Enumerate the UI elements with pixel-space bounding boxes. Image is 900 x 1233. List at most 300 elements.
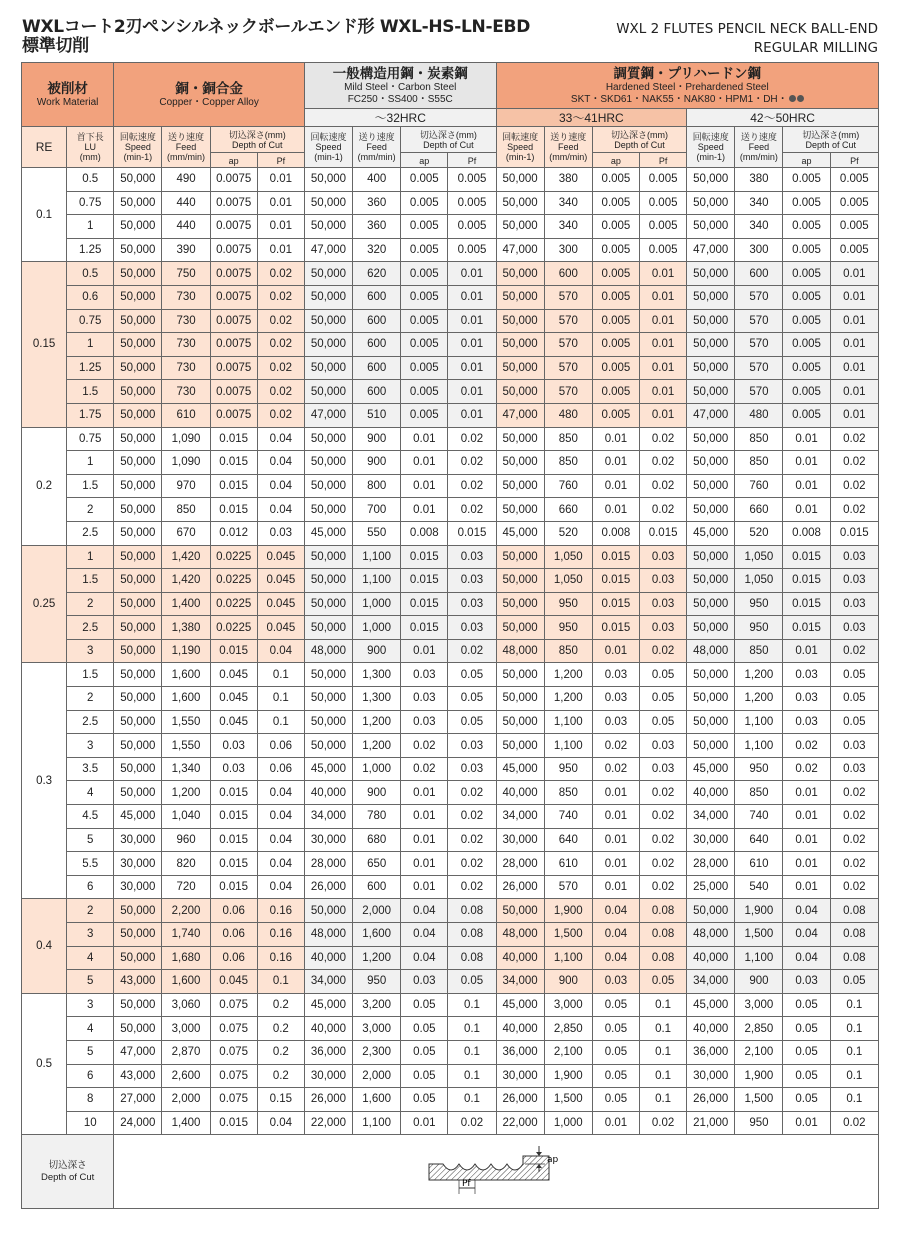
table-cell: 720 [162, 875, 210, 899]
table-cell: 25,000 [687, 875, 735, 899]
table-cell: 0.005 [783, 262, 830, 286]
table-cell: 480 [544, 403, 592, 427]
table-cell: 0.05 [830, 663, 878, 687]
table-cell: 0.02 [448, 828, 496, 852]
table-cell: 0.015 [210, 498, 257, 522]
table-cell: 0.015 [783, 616, 830, 640]
table-row [22, 285, 879, 309]
table-cell: 50,000 [114, 757, 162, 781]
table-cell: 0.015 [640, 521, 687, 545]
table-cell: 0.02 [448, 852, 496, 876]
table-cell: 950 [544, 616, 592, 640]
table-footer [22, 1135, 879, 1209]
table-cell: 50,000 [496, 168, 544, 192]
table-cell: 1,100 [544, 946, 592, 970]
table-cell: 2,200 [162, 899, 210, 923]
table-cell: 50,000 [114, 781, 162, 805]
ap-label: ap [610, 156, 621, 166]
table-cell: 0.005 [401, 380, 448, 404]
table-cell: 0.05 [401, 1017, 448, 1041]
speed-header [687, 127, 735, 168]
table-cell: 30,000 [304, 1064, 352, 1088]
table-cell: 540 [735, 875, 783, 899]
table-cell: 0.005 [783, 191, 830, 215]
table-cell: 0.01 [783, 828, 830, 852]
table-cell: 0.2 [257, 1040, 304, 1064]
table-cell: 0.05 [783, 1088, 830, 1112]
table-cell: 0.03 [783, 663, 830, 687]
table-cell: 0.02 [448, 451, 496, 475]
table-cell: 50,000 [304, 262, 352, 286]
lu-value: 1 [67, 451, 114, 475]
table-cell: 0.02 [448, 498, 496, 522]
table-cell: 27,000 [114, 1088, 162, 1112]
depth-label-line: 切込深さ(mm) [419, 129, 477, 140]
table-cell: 740 [735, 805, 783, 829]
table-cell: 0.01 [640, 380, 687, 404]
table-cell: 50,000 [496, 710, 544, 734]
table-cell: 0.01 [830, 262, 878, 286]
table-cell: 0.06 [210, 899, 257, 923]
table-cell: 0.01 [257, 238, 304, 262]
table-cell: 0.005 [592, 309, 639, 333]
table-cell: 50,000 [114, 616, 162, 640]
table-row [22, 592, 879, 616]
table-row [22, 1064, 879, 1088]
feed-label-line: 送り速度 [358, 132, 395, 142]
table-cell: 0.05 [448, 970, 496, 994]
table-cell: 2,000 [162, 1088, 210, 1112]
table-cell: 2,600 [162, 1064, 210, 1088]
table-cell: 0.08 [448, 946, 496, 970]
table-cell: 0.01 [257, 215, 304, 239]
table-cell: 1,200 [353, 734, 401, 758]
feed-label-line: 送り速度 [740, 132, 777, 142]
pf-label: Pf [658, 156, 668, 166]
table-cell: 50,000 [687, 616, 735, 640]
table-cell: 0.01 [448, 262, 496, 286]
table-cell: 1,600 [353, 1088, 401, 1112]
table-cell: 0.015 [592, 616, 639, 640]
table-cell: 0.015 [830, 521, 878, 545]
table-cell: 0.1 [448, 993, 496, 1017]
table-cell: 570 [735, 309, 783, 333]
table-cell: 50,000 [114, 1017, 162, 1041]
lu-value: 4.5 [67, 805, 114, 829]
table-cell: 0.01 [448, 333, 496, 357]
table-cell: 0.03 [640, 569, 687, 593]
table-row [22, 168, 879, 192]
table-cell: 0.005 [783, 380, 830, 404]
table-cell: 36,000 [687, 1040, 735, 1064]
mild-steel-en: Mild Steel・Carbon Steel [344, 81, 457, 93]
table-cell: 0.03 [257, 521, 304, 545]
table-cell: 610 [735, 852, 783, 876]
table-cell: 1,400 [162, 1111, 210, 1135]
ap-label: ap [547, 1155, 559, 1166]
table-cell: 900 [353, 451, 401, 475]
table-cell: 730 [162, 356, 210, 380]
table-cell: 50,000 [304, 191, 352, 215]
table-cell: 650 [353, 852, 401, 876]
table-cell: 0.01 [783, 427, 830, 451]
table-cell: 0.005 [401, 403, 448, 427]
table-cell: 0.02 [448, 781, 496, 805]
table-cell: 0.06 [210, 946, 257, 970]
table-row [22, 333, 879, 357]
table-cell: 0.05 [448, 710, 496, 734]
table-cell: 1,100 [544, 734, 592, 758]
table-cell: 0.02 [640, 427, 687, 451]
table-cell: 0.012 [210, 521, 257, 545]
depth-of-cut-label [22, 1135, 114, 1209]
table-cell: 50,000 [304, 616, 352, 640]
table-cell: 0.01 [783, 781, 830, 805]
table-cell: 0.05 [448, 687, 496, 711]
table-cell: 34,000 [304, 970, 352, 994]
table-cell: 0.02 [592, 757, 639, 781]
table-cell: 45,000 [304, 993, 352, 1017]
table-cell: 50,000 [304, 215, 352, 239]
table-cell: 43,000 [114, 970, 162, 994]
feed-header [162, 127, 210, 168]
table-body [22, 168, 879, 1135]
table-cell: 50,000 [687, 309, 735, 333]
table-cell: 0.02 [257, 380, 304, 404]
work-material-header [22, 63, 114, 127]
table-cell: 1,100 [735, 946, 783, 970]
speed-label-line: Speed [315, 142, 342, 152]
table-cell: 50,000 [304, 451, 352, 475]
lu-value: 8 [67, 1088, 114, 1112]
table-cell: 0.04 [257, 805, 304, 829]
table-cell: 0.05 [401, 1040, 448, 1064]
table-cell: 50,000 [687, 168, 735, 192]
table-cell: 50,000 [496, 498, 544, 522]
table-cell: 0.1 [640, 1017, 687, 1041]
table-cell: 950 [353, 970, 401, 994]
table-cell: 340 [735, 191, 783, 215]
table-cell: 0.01 [448, 380, 496, 404]
table-cell: 0.1 [257, 663, 304, 687]
table-cell: 600 [353, 285, 401, 309]
table-cell: 50,000 [687, 592, 735, 616]
hardened-steel-jp: 調質鋼・プリハードン鋼 [613, 65, 762, 81]
table-cell: 0.02 [830, 875, 878, 899]
table-cell: 0.03 [448, 757, 496, 781]
table-cell: 0.005 [448, 168, 496, 192]
depth-header [783, 127, 879, 153]
table-row [22, 215, 879, 239]
table-cell: 48,000 [304, 639, 352, 663]
ap-header [783, 153, 830, 168]
table-cell: 40,000 [496, 946, 544, 970]
table-row [22, 545, 879, 569]
table-row [22, 427, 879, 451]
table-row [22, 687, 879, 711]
lu-value: 0.75 [67, 427, 114, 451]
ap-arrow-head [536, 1152, 542, 1156]
table-cell: 30,000 [687, 828, 735, 852]
depth-label-line: Depth of Cut [614, 139, 665, 150]
table-cell: 380 [544, 168, 592, 192]
table-cell: 0.015 [401, 592, 448, 616]
table-cell: 950 [544, 592, 592, 616]
table-cell: 0.0075 [210, 356, 257, 380]
table-cell: 0.01 [640, 285, 687, 309]
lu-value: 1 [67, 333, 114, 357]
lu-value: 2 [67, 498, 114, 522]
table-cell: 50,000 [496, 545, 544, 569]
table-cell: 1,740 [162, 923, 210, 947]
table-cell: 0.01 [257, 191, 304, 215]
lu-value: 0.6 [67, 285, 114, 309]
table-cell: 50,000 [687, 710, 735, 734]
work-material-en: Work Material [36, 96, 99, 108]
table-cell: 3,000 [353, 1017, 401, 1041]
table-cell: 1,600 [353, 923, 401, 947]
lu-value: 4 [67, 1017, 114, 1041]
table-cell: 0.08 [640, 946, 687, 970]
table-cell: 900 [353, 639, 401, 663]
table-cell: 730 [162, 333, 210, 357]
table-cell: 0.1 [257, 710, 304, 734]
table-cell: 0.02 [830, 852, 878, 876]
table-cell: 0.01 [640, 403, 687, 427]
table-row [22, 238, 879, 262]
lu-value: 0.5 [67, 262, 114, 286]
table-cell: 0.01 [401, 427, 448, 451]
table-cell: 0.01 [640, 309, 687, 333]
table-cell: 45,000 [496, 993, 544, 1017]
feed-label-line: (mm/min) [549, 152, 588, 162]
table-cell: 640 [544, 828, 592, 852]
table-cell: 30,000 [687, 1064, 735, 1088]
table-cell: 0.03 [783, 710, 830, 734]
lu-value: 0.75 [67, 309, 114, 333]
table-cell: 670 [162, 521, 210, 545]
table-cell: 0.16 [257, 946, 304, 970]
table-row [22, 899, 879, 923]
table-cell: 0.005 [592, 191, 639, 215]
table-cell: 1,600 [162, 970, 210, 994]
table-cell: 50,000 [496, 285, 544, 309]
table-cell: 600 [353, 356, 401, 380]
table-row [22, 262, 879, 286]
table-cell: 0.015 [210, 474, 257, 498]
table-cell: 850 [735, 451, 783, 475]
table-cell: 900 [544, 970, 592, 994]
table-cell: 2,000 [353, 899, 401, 923]
table-cell: 620 [353, 262, 401, 286]
table-cell: 320 [353, 238, 401, 262]
speed-label-line: Speed [124, 142, 151, 152]
table-cell: 0.1 [830, 993, 878, 1017]
re-value: 0.15 [22, 262, 67, 427]
depth-of-cut-diagram-cell [114, 1135, 879, 1209]
table-cell: 50,000 [114, 380, 162, 404]
table-cell: 2,870 [162, 1040, 210, 1064]
table-cell: 390 [162, 238, 210, 262]
table-cell: 0.01 [830, 356, 878, 380]
table-cell: 50,000 [687, 262, 735, 286]
table-cell: 50,000 [114, 168, 162, 192]
table-cell: 0.1 [830, 1088, 878, 1112]
table-cell: 1,300 [353, 663, 401, 687]
table-cell: 50,000 [114, 427, 162, 451]
table-cell: 0.03 [783, 970, 830, 994]
table-cell: 0.005 [592, 333, 639, 357]
table-cell: 1,200 [735, 663, 783, 687]
table-cell: 0.03 [401, 970, 448, 994]
lu-value: 2.5 [67, 710, 114, 734]
table-cell: 0.08 [830, 899, 878, 923]
table-cell: 0.02 [830, 828, 878, 852]
table-cell: 40,000 [496, 781, 544, 805]
table-cell: 0.01 [783, 474, 830, 498]
table-cell: 0.03 [448, 616, 496, 640]
table-cell: 2,000 [353, 1064, 401, 1088]
table-cell: 2,100 [544, 1040, 592, 1064]
table-cell: 0.075 [210, 1040, 257, 1064]
table-cell: 0.02 [640, 639, 687, 663]
table-cell: 0.1 [448, 1040, 496, 1064]
lu-value: 4 [67, 781, 114, 805]
copper-header [114, 63, 305, 127]
table-cell: 0.16 [257, 899, 304, 923]
ap-label: ap [419, 156, 430, 166]
feed-label [545, 132, 592, 162]
table-cell: 30,000 [304, 828, 352, 852]
table-cell: 0.01 [257, 168, 304, 192]
table-cell: 0.05 [640, 687, 687, 711]
table-cell: 0.005 [592, 262, 639, 286]
table-cell: 0.1 [257, 687, 304, 711]
table-cell: 0.1 [830, 1064, 878, 1088]
feed-label-line: (mm/min) [739, 152, 778, 162]
table-cell: 34,000 [687, 970, 735, 994]
table-cell: 0.005 [783, 215, 830, 239]
table-cell: 1,000 [353, 592, 401, 616]
table-cell: 0.015 [210, 639, 257, 663]
table-cell: 570 [735, 333, 783, 357]
table-cell: 50,000 [687, 663, 735, 687]
table-cell: 0.05 [592, 993, 639, 1017]
table-cell: 0.015 [210, 781, 257, 805]
table-cell: 400 [353, 168, 401, 192]
table-cell: 550 [353, 521, 401, 545]
table-cell: 0.03 [830, 734, 878, 758]
pf-header [257, 153, 304, 168]
table-cell: 0.02 [830, 474, 878, 498]
table-cell: 0.04 [257, 451, 304, 475]
table-cell: 0.005 [401, 191, 448, 215]
table-cell: 43,000 [114, 1064, 162, 1088]
table-cell: 0.005 [592, 356, 639, 380]
table-cell: 750 [162, 262, 210, 286]
table-row [22, 1088, 879, 1112]
table-cell: 0.01 [401, 451, 448, 475]
table-cell: 0.045 [257, 616, 304, 640]
pf-label: Pf [276, 156, 286, 166]
table-cell: 570 [735, 285, 783, 309]
table-cell: 0.01 [783, 639, 830, 663]
table-cell: 50,000 [496, 899, 544, 923]
ap-label: ap [801, 156, 812, 166]
table-cell: 2,100 [735, 1040, 783, 1064]
table-cell: 50,000 [496, 309, 544, 333]
table-row [22, 521, 879, 545]
table-cell: 0.03 [640, 592, 687, 616]
table-cell: 1,000 [353, 616, 401, 640]
table-cell: 0.015 [592, 592, 639, 616]
hardened-steel-grades-line: SKT・SKD61・NAK55・NAK80・HPM1・DH・ [497, 94, 878, 106]
depth-label-line: Depth of Cut [805, 139, 856, 150]
table-cell: 45,000 [687, 757, 735, 781]
table-cell: 480 [735, 403, 783, 427]
table-cell: 0.0075 [210, 285, 257, 309]
table-cell: 0.005 [640, 168, 687, 192]
table-cell: 50,000 [114, 545, 162, 569]
table-cell: 0.08 [830, 946, 878, 970]
table-cell: 850 [162, 498, 210, 522]
table-row [22, 569, 879, 593]
table-cell: 0.02 [783, 734, 830, 758]
table-cell: 0.045 [210, 710, 257, 734]
table-cell: 0.075 [210, 993, 257, 1017]
table-cell: 0.1 [448, 1088, 496, 1112]
table-cell: 47,000 [687, 238, 735, 262]
table-cell: 570 [735, 356, 783, 380]
table-cell: 730 [162, 380, 210, 404]
table-cell: 360 [353, 191, 401, 215]
table-cell: 0.03 [592, 687, 639, 711]
table-cell: 1,050 [544, 569, 592, 593]
table-cell: 600 [353, 875, 401, 899]
table-cell: 50,000 [304, 356, 352, 380]
table-cell: 0.075 [210, 1017, 257, 1041]
lu-value: 2.5 [67, 616, 114, 640]
table-cell: 0.01 [783, 1111, 830, 1135]
depth-label [593, 130, 686, 150]
table-cell: 0.02 [257, 333, 304, 357]
table-cell: 0.04 [257, 639, 304, 663]
table-cell: 0.01 [783, 852, 830, 876]
table-cell: 1,090 [162, 427, 210, 451]
table-cell: 50,000 [496, 262, 544, 286]
table-cell: 0.0225 [210, 569, 257, 593]
table-cell: 50,000 [304, 333, 352, 357]
table-cell: 0.005 [640, 238, 687, 262]
table-cell: 47,000 [114, 1040, 162, 1064]
table-cell: 1,380 [162, 616, 210, 640]
table-cell: 2,850 [735, 1017, 783, 1041]
lu-label-line: (mm) [79, 152, 101, 162]
table-cell: 950 [735, 757, 783, 781]
feed-label [735, 132, 782, 162]
table-cell: 1,100 [544, 710, 592, 734]
table-cell: 780 [353, 805, 401, 829]
table-row [22, 970, 879, 994]
depth-of-cut-label-en: Depth of Cut [40, 1171, 95, 1183]
depth-header [210, 127, 304, 153]
table-cell: 0.005 [783, 309, 830, 333]
lu-value: 2 [67, 899, 114, 923]
speed-header [496, 127, 544, 168]
depth-header [401, 127, 496, 153]
table-cell: 1,050 [544, 545, 592, 569]
table-cell: 0.03 [448, 734, 496, 758]
